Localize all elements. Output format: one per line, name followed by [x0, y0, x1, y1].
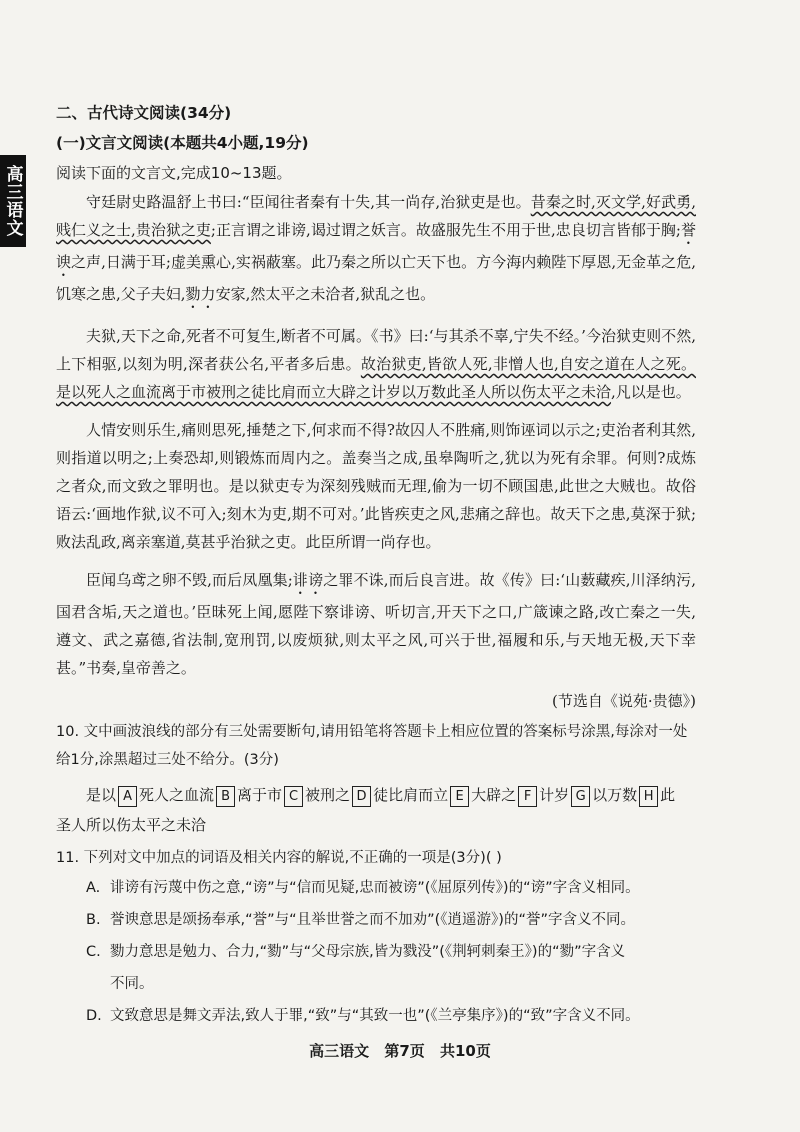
- answer-box-b[interactable]: B: [216, 786, 235, 807]
- dotted-word-luli: 勠力: [185, 285, 216, 303]
- option-letter: B.: [86, 912, 101, 928]
- segment: 死人之血流: [139, 786, 215, 804]
- dotted-word-feibang: 诽谤: [292, 571, 324, 589]
- question-11-stem: 11. 下列对文中加点的词语及相关内容的解说,不正确的一项是(3分)( ): [56, 850, 502, 866]
- option-text: 诽谤有污蔑中伤之意,“谤”与“信而见疑,忠而被谤”(《屈原列传》)的“谤”字含义相同。: [110, 880, 640, 896]
- question-10-sentence: [56, 780, 696, 840]
- p1-text-a: 守廷尉史路温舒上书曰:“臣闻往者秦有十失,其一尚存,治狱吏是也。: [86, 193, 531, 211]
- option-text: 誉谀意思是颂扬奉承,“誉”与“且举世誉之而不加劝”(《逍遥游》)的“誉”字含义不同。: [110, 912, 635, 928]
- option-letter: A.: [86, 880, 101, 896]
- answer-box-c[interactable]: C: [284, 786, 303, 807]
- section-title: 二、古代诗文阅读(34分): [56, 104, 232, 122]
- segment: 离于市: [237, 786, 283, 804]
- answer-box-d[interactable]: D: [352, 786, 371, 807]
- passage-paragraph-3: 人情安则乐生,痛则思死,捶楚之下,何求而不得?故囚人不胜痛,则饰诬词以示之;吏治者利其然,则指道以明之;上奏恐却,则锻炼而周内之。盖奏当之成,虽皋陶听之,犹以为死有余罪。何则?成炼之者众,而文致之罪明也。是以狱吏专为深刻残贼而无理,偷为一切不顾国患,此世之大贼也。故俗语云:‘画地作狱,议不可入;刻木为吏,期不可对。’此皆疾吏之风,悲痛之辞也。故天下之患,莫深于狱;败法乱政,离亲塞道,莫甚乎治狱之吏。此臣所谓一尚存也。: [56, 421, 696, 551]
- question-11: [56, 844, 696, 872]
- answer-box-g[interactable]: G: [571, 786, 590, 807]
- p1-text-e: 之声,日满于耳;虚美熏心,实祸蔽塞。此乃秦之所以亡天下也。方今海内赖陛下厚恩,无金革之危,饥寒之患,父子夫妇,: [56, 253, 696, 303]
- wavy-break-sentence: 是以死人之血流离于市被刑之徒比肩而立大辟之计岁以万数此圣人所以伤太平之未洽: [56, 383, 612, 401]
- option-letter: D.: [86, 1008, 102, 1024]
- p2-text-d: ,凡以是也。: [611, 383, 691, 401]
- reading-instruction: 阅读下面的文言文,完成10~13题。: [56, 164, 292, 182]
- option-a[interactable]: [56, 872, 696, 904]
- p4-text-a: 臣闻乌鸢之卵不毁,而后凤凰集;: [86, 571, 293, 589]
- option-d[interactable]: [56, 1000, 696, 1032]
- dotted-word-yuyu: 誉谀: [56, 221, 696, 271]
- subject-side-tab: 高三语文: [0, 155, 26, 247]
- page-footer: 高三语文 第7页 共10页: [309, 1042, 491, 1060]
- classical-passage: [56, 188, 696, 682]
- option-b[interactable]: [56, 904, 696, 936]
- p1-text-g: 安家,然太平之未洽者,狱乱之也。: [215, 285, 436, 303]
- segment: 大辟之: [471, 786, 517, 804]
- answer-box-a[interactable]: A: [118, 786, 137, 807]
- answer-box-f[interactable]: F: [518, 786, 537, 807]
- passage-source: (节选自《说苑·贵德》): [552, 692, 696, 710]
- passage-paragraph-2: [56, 322, 696, 406]
- option-text: 勠力意思是勉力、合力,“勠”与“父母宗族,皆为戮没”(《荆轲刺秦王》)的“勠”字含义: [110, 944, 626, 960]
- option-c[interactable]: [56, 936, 696, 968]
- underlined-sentence-1: 昔秦之时,灭文学,好武勇,贱仁义之士,贵治狱之吏: [56, 193, 696, 239]
- subsection-title: (一)文言文阅读(本题共4小题,19分): [56, 134, 309, 152]
- passage-paragraph-1: [56, 188, 696, 312]
- option-c-continued: 不同。: [110, 976, 154, 992]
- p2-text-a: 夫狱,天下之命,死者不可复生,断者不可属。《书》曰:‘与其杀不辜,宁失不经。’今治狱吏则不然,上下相驱,以刻为明,深者获公名,平者多后患。: [56, 327, 696, 373]
- segment: 是以: [86, 786, 117, 804]
- segment: 徒比肩而立: [373, 786, 449, 804]
- segment: 以万数: [592, 786, 638, 804]
- p1-text-c: ;正言谓之诽谤,谒过谓之妖言。故盛服先生不用于世,忠良切言皆郁于胸;: [210, 221, 681, 239]
- passage-paragraph-4: [56, 566, 696, 682]
- exam-content: [56, 98, 696, 1032]
- option-text: 文致意思是舞文弄法,致人于罪,“致”与“其致一也”(《兰亭集序》)的“致”字含义不同。: [110, 1008, 640, 1024]
- answer-box-e[interactable]: E: [450, 786, 469, 807]
- question-10-stem: 10. 文中画波浪线的部分有三处需要断句,请用铅笔将答题卡上相应位置的答案标号涂黑,每涂对一处给1分,涂黑超过三处不给分。(3分): [56, 724, 688, 768]
- option-letter: C.: [86, 944, 101, 960]
- underlined-sentence-2: 故治狱吏,皆欲人死,非憎人也,自安之道在人之死。: [360, 355, 696, 373]
- segment: 计岁: [539, 786, 570, 804]
- sentence-tail: 圣人所以伤太平之未洽: [56, 816, 207, 834]
- p4-text-c: 之罪不诛,而后良言进。故《传》曰:‘山薮藏疾,川泽纳污,国君含垢,天之道也。’臣昧死上闻,愿陛下察诽谤、听切言,开天下之口,广箴谏之路,改亡秦之一失,遵文、武之嘉德,省法制,宽刑罚,以废烦狱,则太平之风,可兴于世,福履和乐,与天地无极,天下幸甚。”书奏,皇帝善之。: [56, 571, 696, 677]
- segment: 被刑之: [305, 786, 351, 804]
- answer-box-h[interactable]: H: [639, 786, 658, 807]
- question-10: [56, 718, 696, 774]
- segment: 此: [660, 786, 676, 804]
